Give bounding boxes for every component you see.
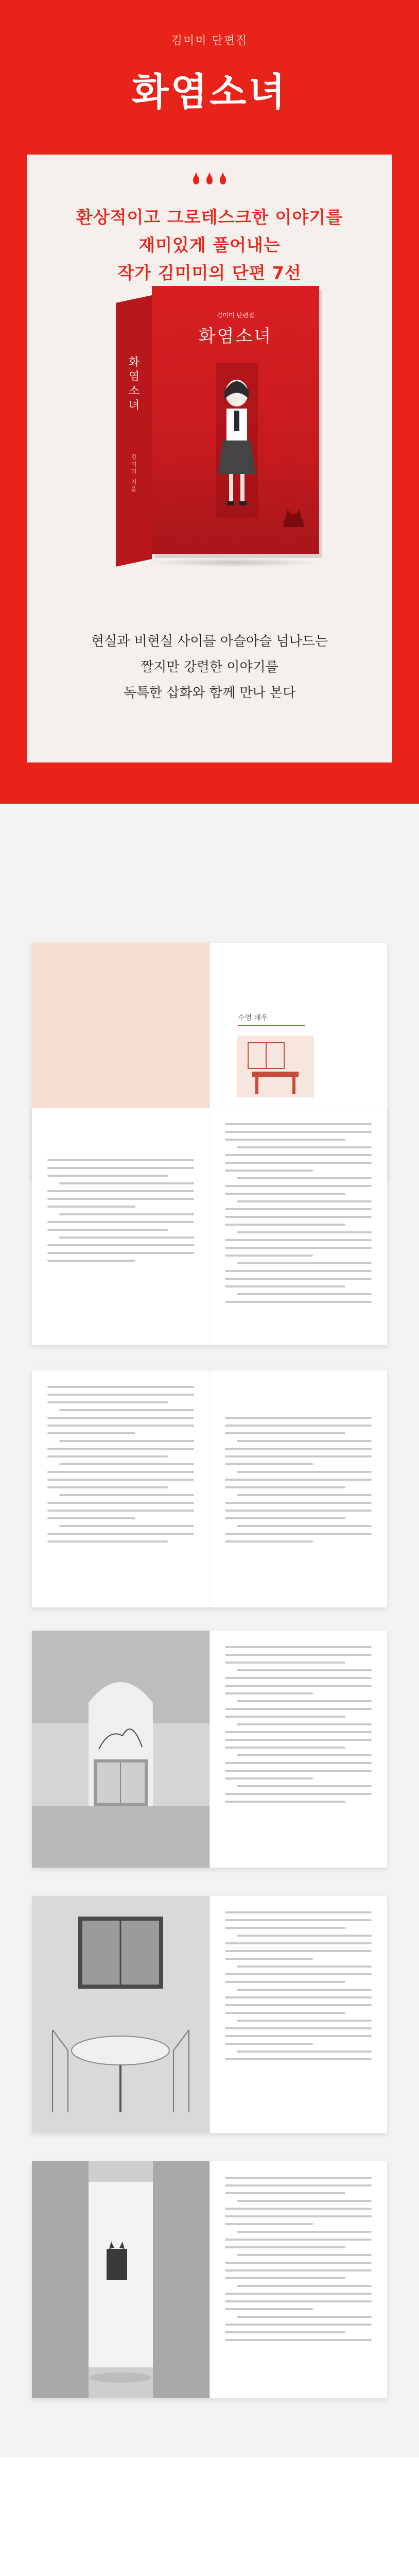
tagline-line-2: 재미있게 풀어내는 <box>138 235 281 255</box>
book-spread-2 <box>32 1108 387 1345</box>
page-title: 화염소녀 <box>132 70 287 114</box>
right-page-text <box>225 1417 372 1548</box>
book-front-cover <box>152 286 319 554</box>
cover-title: 화염소녀 <box>198 326 273 347</box>
chapter-illustration <box>237 1036 314 1097</box>
right-page-text <box>225 1911 372 2066</box>
series-label: 김미미 단편집 <box>171 35 248 47</box>
intro-line-1: 현실과 비현실 사이를 아슬아슬 넘나드는 <box>91 634 328 649</box>
tagline-line-3: 작가 김미미의 단편 7선 <box>117 263 302 283</box>
chapter-rule <box>238 1025 305 1026</box>
cover-series-label: 김미미 단편집 <box>216 312 255 319</box>
book-shadow <box>147 558 322 567</box>
intro-line-3: 독특한 삽화와 함께 만나 본다 <box>123 685 296 701</box>
right-page-text <box>225 1123 372 1309</box>
girl-illustration <box>208 363 265 518</box>
doorway-illustration <box>32 1631 210 1868</box>
drop-icon <box>206 175 213 184</box>
book-cover-mockup <box>116 286 319 559</box>
cat-icon <box>281 507 306 528</box>
right-page-text <box>225 2177 372 2347</box>
corridor-illustration <box>32 2161 210 2398</box>
intro-copy <box>0 629 419 706</box>
tagline-line-1: 환상적이고 그로테스크한 이야기를 <box>76 207 343 227</box>
spine-author: 김미미 지음 <box>130 453 137 494</box>
right-page-text <box>225 1646 372 1808</box>
tagline <box>0 204 419 287</box>
window-table-illustration <box>32 1896 210 2133</box>
drop-icons <box>0 175 419 184</box>
book-spread-5 <box>32 1896 387 2133</box>
drop-icon <box>220 175 226 184</box>
book-spine <box>116 295 152 567</box>
book-spread-3 <box>32 1370 387 1607</box>
spine-title: 화염소녀 <box>127 355 139 414</box>
left-page-text <box>47 1386 194 1548</box>
left-page-text <box>47 1159 194 1267</box>
book-spread-4 <box>32 1631 387 1868</box>
chapter-title: 수영 배우 <box>238 1014 268 1022</box>
related-books-section <box>0 2458 419 2576</box>
intro-line-2: 짤지만 강렬한 이야기를 <box>141 659 278 675</box>
book-spread-6 <box>32 2161 387 2398</box>
drop-icon <box>193 175 199 184</box>
